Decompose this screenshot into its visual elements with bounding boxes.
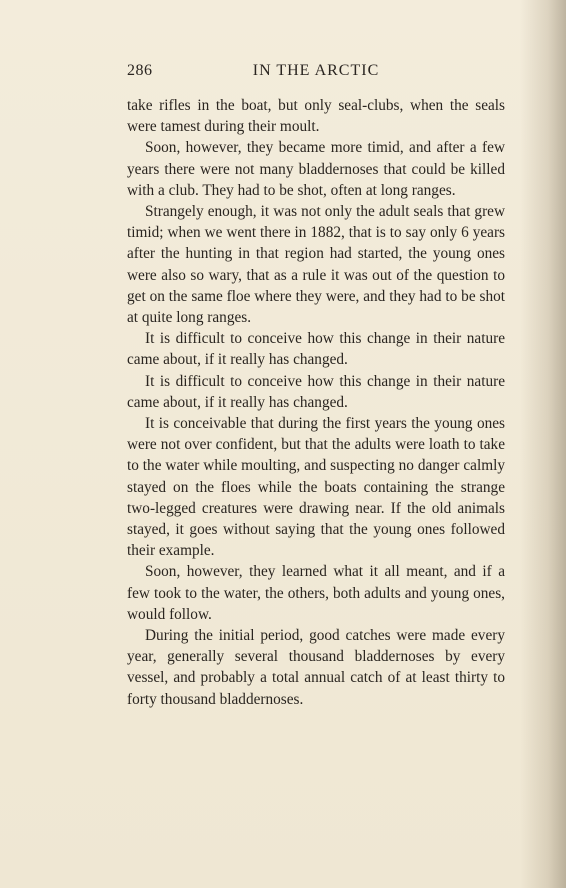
paragraph: It is conceivable that during the first years the young ones were not over confident, but that the adults were loath to take to the water while moulting, and suspecting no danger calmly stayed on the floes while the boats containing the strange two-legged creatures were drawing near. If the old animals stayed, it goes without saying that the young ones followed their example. (127, 415, 505, 560)
page-number: 286 (127, 62, 153, 79)
paragraph: Strangely enough, it was not only the adult seals that grew timid; when we went there in 1882, that is to say only 6 years after the hunting in that region had started, the young ones were also so wary, that as a rule it was out of the question to get on the same floe where they were, and they had to be shot at quite long ranges. (127, 203, 505, 327)
paragraph: Soon, however, they became more timid, and after a few years there were not many bladdernoses that could be killed with a club. They had to be shot, often at long ranges. (127, 139, 505, 199)
page-header (127, 62, 505, 84)
paragraph: Soon, however, they learned what it all meant, and if a few took to the water, the others, both adults and young ones, would follow. (127, 563, 505, 623)
paragraph: During the initial period, good catches were made every year, generally several thousand bladdernoses by every vessel, and probably a total annual catch of at least thirty to forty thousand bladdernoses. (127, 627, 505, 708)
paragraph: take rifles in the boat, but only seal-clubs, when the seals were tamest during their moult. (127, 97, 505, 136)
paragraph: It is difficult to conceive how this change in their nature came about, if it really has changed. (127, 330, 505, 369)
running-head: IN THE ARCTIC (252, 62, 380, 79)
body-text (127, 95, 505, 710)
paragraph: It is difficult to conceive how this change in their nature came about, if it really has changed. (127, 372, 505, 411)
